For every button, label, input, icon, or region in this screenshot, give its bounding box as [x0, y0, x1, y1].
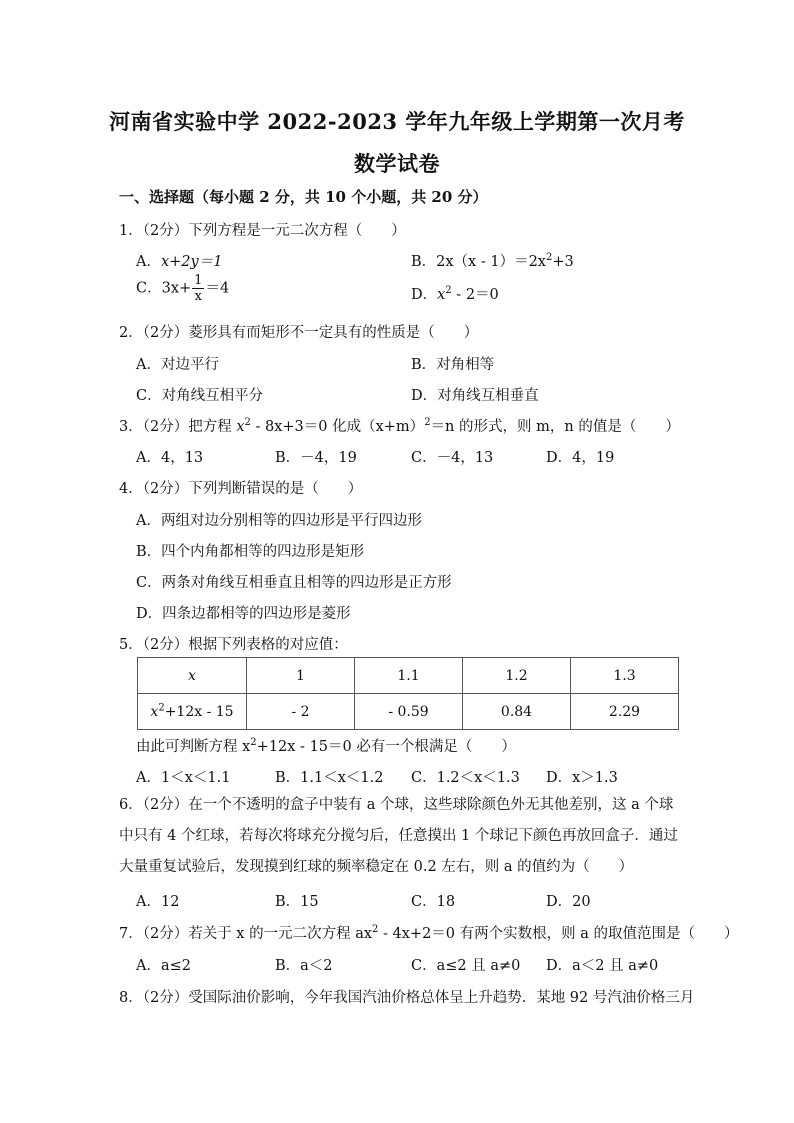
q2-option-d: D．对角线互相垂直 [411, 388, 539, 404]
q4-option-c: C．两条对角线互相垂直且相等的四边形是正方形 [136, 575, 452, 591]
q1-option-d: D．$x^2 - 2=0$ [411, 285, 499, 303]
table-cell: 1.2 [463, 658, 571, 694]
question-6-stem: 6．（2分）在一个不透明的盒子中装有 a 个球，这些球除颜色外无其他差别，这 a 个球中只有 4 个红球，若每次将球充分搅匀后，任意摸出 1 个球记下颜色再放回盒子．通过大量重复试验后，发现摸到红球的频率稳定在 0.2 左右，则 a 的值约为（ ） [119, 797, 678, 875]
question-1-stem: 1．（2分）下列方程是一元二次方程（ ） [119, 223, 406, 239]
q6-option-b: B．15 [275, 894, 319, 910]
table-row [138, 694, 679, 730]
q2-option-b: B．对角相等 [411, 357, 495, 373]
q6-option-c: C．18 [411, 894, 456, 910]
value-table [137, 657, 679, 730]
q1-option-a: A．x+2y＝1 [136, 254, 223, 270]
q5-option-b: B．1.1＜x＜1.2 [275, 770, 384, 786]
q1-option-c: C．3x+ $\frac{1}{x}$ ＝4 [136, 273, 230, 304]
q4-option-a: A．两组对边分别相等的四边形是平行四边形 [136, 513, 422, 529]
table-cell: 1.1 [355, 658, 463, 694]
exam-subtitle: 数学试卷 [354, 151, 440, 176]
q7-option-c: C．a≤2 且 a≠0 [411, 958, 521, 974]
table-cell: 0.84 [463, 694, 571, 730]
q3-option-b: B．－4，19 [275, 450, 357, 466]
question-5-stem: 5．（2分）根据下列表格的对应值： [119, 637, 348, 653]
question-2-stem: 2．（2分）菱形具有而矩形不一定具有的性质是（ ） [119, 325, 479, 341]
question-5-follow: 由此可判断方程 $x^2+12x - 15=0$ 必有一个根满足（ ） [136, 737, 516, 755]
table-cell: 1.3 [571, 658, 679, 694]
q2-option-c: C．对角线互相平分 [136, 388, 264, 404]
question-8-stem: 8．（2分）受国际油价影响，今年我国汽油价格总体呈上升趋势．某地 92 号汽油价格三月 [119, 990, 695, 1006]
q4-option-d: D．四条边都相等的四边形是菱形 [136, 606, 351, 622]
section-heading: 一、选择题（每小题 2 分，共 10 个小题，共 20 分） [119, 188, 488, 206]
table-cell: $x^2+12x - 15$ [138, 694, 247, 730]
table-cell: 2.29 [571, 694, 679, 730]
table-cell: - 0.59 [355, 694, 463, 730]
q7-option-b: B．a＜2 [275, 958, 333, 974]
q6-option-a: A．12 [136, 894, 180, 910]
fraction: $\frac{1}{x}$ [194, 273, 203, 304]
q7-option-a: A．a≤2 [136, 958, 191, 974]
q3-option-d: D．4，19 [546, 450, 615, 466]
table-cell: - 2 [247, 694, 355, 730]
question-4-stem: 4．（2分）下列判断错误的是（ ） [119, 481, 363, 497]
question-3-stem: 3．（2分）把方程 $x^2 - 8x+3=0$ 化成$(x+m)^2=n$ 的形式，则 m，n 的值是（ ） [119, 417, 680, 435]
q1-option-b: B．$2x(x - 1)=2x^2+3$ [411, 252, 574, 270]
q5-option-a: A．1＜x＜1.1 [136, 770, 231, 786]
q3-option-c: C．－4，13 [411, 450, 494, 466]
q6-option-d: D．20 [546, 894, 591, 910]
q2-option-a: A．对边平行 [136, 357, 219, 373]
exam-title: 河南省实验中学 2022-2023 学年九年级上学期第一次月考 [109, 109, 685, 134]
q5-option-d: D．x＞1.3 [546, 770, 618, 786]
q5-option-c: C．1.2＜x＜1.3 [411, 770, 520, 786]
q7-option-d: D．a＜2 且 a≠0 [546, 958, 659, 974]
table-row [138, 658, 679, 694]
q4-option-b: B．四个内角都相等的四边形是矩形 [136, 544, 365, 560]
question-7-stem: 7．（2分）若关于 x 的一元二次方程 $ax^2 - 4x+2=0$ 有两个实数根，则 a 的取值范围是（ ） [119, 924, 739, 942]
table-cell: 1 [247, 658, 355, 694]
q3-option-a: A．4，13 [136, 450, 204, 466]
table-cell: x [138, 658, 247, 694]
